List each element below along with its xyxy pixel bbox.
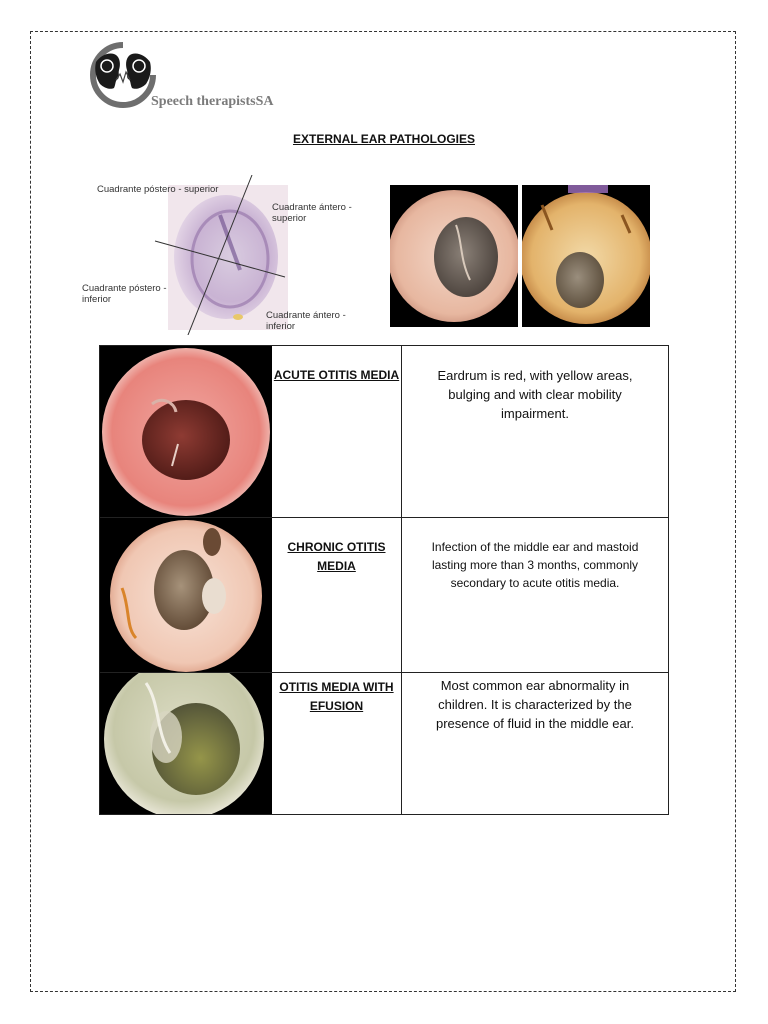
table-row: [100, 673, 668, 814]
table-row: [100, 518, 668, 673]
eardrum-quadrant-diagram: [80, 175, 370, 335]
pathology-description: Eardrum is red, with yellow areas, bulging and with clear mobility impairment.: [437, 368, 633, 421]
pathology-name: CHRONIC OTITIS MEDIA: [272, 518, 402, 672]
page-title: EXTERNAL EAR PATHOLOGIES: [292, 132, 475, 146]
pathology-table: [99, 345, 669, 815]
two-heads-brain-logo-icon: [90, 42, 156, 108]
label-postero-inferior: Cuadrante póstero - inferior: [82, 283, 167, 305]
label-antero-inferior: Cuadrante ántero - inferior: [266, 310, 346, 332]
otoscope-photo-chronic-otitis: [100, 518, 272, 672]
table-row: [100, 346, 668, 518]
pathology-description: Most common ear abnormality in children. It is characterized by the presence of fluid in the middle ear.: [435, 678, 634, 731]
logo: [90, 42, 290, 112]
pathology-name: OTITIS MEDIA WITH EFUSION: [272, 673, 402, 814]
otoscope-photo-acute-otitis: [100, 346, 272, 517]
otoscope-photo-effusion: [100, 673, 272, 814]
pathology-name: ACUTE OTITIS MEDIA: [272, 346, 402, 517]
label-antero-superior: Cuadrante ántero - superior: [272, 202, 352, 224]
pathology-description: Infection of the middle ear and mastoid lasting more than 3 months, commonly secondary to acute otitis media.: [431, 540, 639, 590]
otoscope-photo-normal-1: [390, 185, 518, 327]
otoscope-photo-normal-2: [522, 185, 650, 327]
brand-name: Speech therapistsSA: [151, 94, 274, 109]
label-postero-superior: Cuadrante póstero - superior: [97, 184, 219, 195]
